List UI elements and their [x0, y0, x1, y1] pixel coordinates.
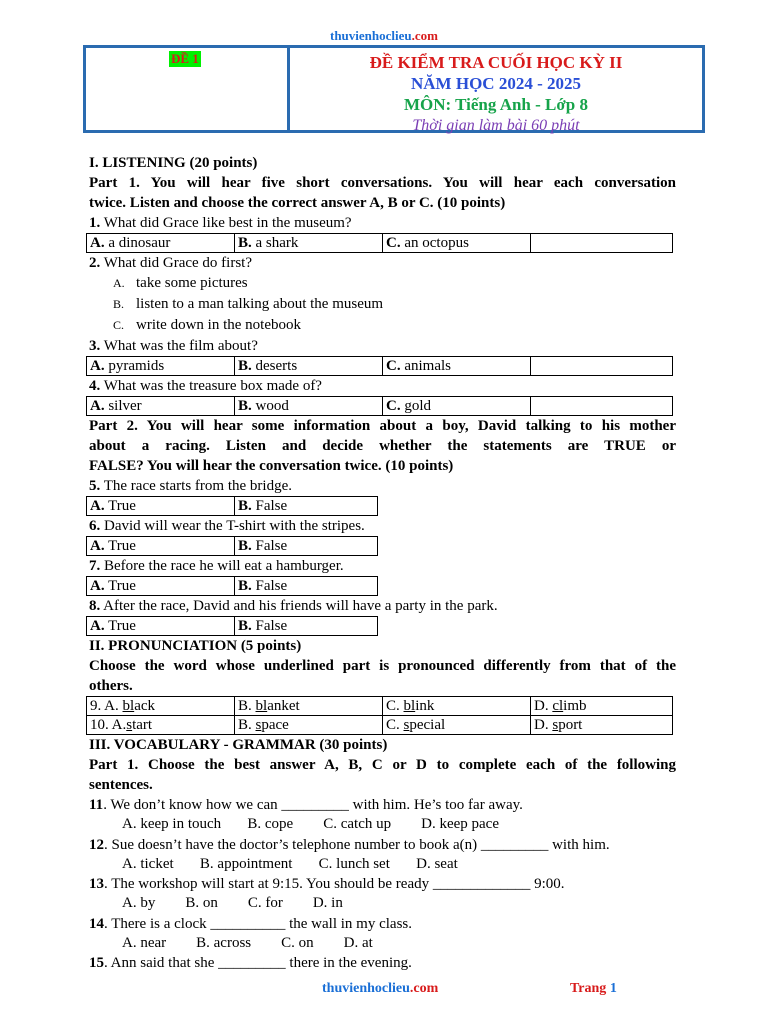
option-empty	[531, 357, 673, 376]
pronunciation-instruction-2: others.	[89, 678, 133, 694]
option-c[interactable]: C. an octopus	[383, 234, 531, 253]
listening-part2-instruction-2: about a racing. Listen and decide whether the statements are TRUE or	[89, 438, 676, 454]
listening-part2-instruction: Part 2. You will hear some information about a boy, David talking to his mother	[89, 418, 676, 434]
listening-part1-instruction-2: twice. Listen and choose the correct answer A, B or C. (10 points)	[89, 195, 506, 211]
question-14-choices[interactable]: A. near B. across C. on D. at	[122, 934, 373, 951]
exam-content	[89, 153, 676, 973]
question-2-option-c[interactable]: C. write down in the notebook	[113, 317, 301, 333]
section-vocab-heading: III. VOCABULARY - GRAMMAR (30 points)	[89, 737, 388, 753]
question-1: 1. What did Grace like best in the museum?	[89, 215, 352, 231]
question-2: 2. What did Grace do first?	[89, 255, 253, 271]
option-false[interactable]: B. False	[235, 617, 378, 636]
question-6-options	[86, 536, 378, 556]
section-listening-heading: I. LISTENING (20 points)	[89, 155, 258, 171]
question-6: 6. David will wear the T-shirt with the stripes.	[89, 518, 365, 534]
option-true[interactable]: A. True	[87, 577, 235, 596]
exam-code-tag: ĐỀ 1	[171, 51, 199, 66]
option-true[interactable]: A. True	[87, 497, 235, 516]
site-watermark-top: thuvienhoclieu.com	[330, 28, 438, 43]
option-a[interactable]: 10. A.start	[87, 716, 235, 735]
pronunciation-table	[86, 696, 673, 735]
question-2-option-b[interactable]: B. listen to a man talking about the museum	[113, 296, 384, 312]
question-13-choices[interactable]: A. by B. on C. for D. in	[122, 895, 343, 911]
question-8: 8. After the race, David and his friends will have a party in the park.	[89, 598, 498, 614]
exam-time: Thời gian làm bài 60 phút	[412, 117, 580, 134]
question-11-choices[interactable]: A. keep in touch B. cope C. catch up D. keep pace	[122, 816, 499, 832]
question-15: 15. Ann said that she _________ there in the evening.	[89, 955, 412, 971]
site-watermark-bottom: thuvienhoclieu.com	[322, 981, 439, 996]
exam-subject: MÔN: Tiếng Anh - Lớp 8	[403, 95, 589, 114]
pronunciation-instruction: Choose the word whose underlined part is pronounced differently from that of the	[89, 658, 676, 674]
question-10	[87, 716, 673, 735]
vocab-part1-instruction-2: sentences.	[89, 777, 153, 793]
page-number: Trang 1	[570, 981, 617, 996]
exam-year: NĂM HỌC 2024 - 2025	[411, 74, 581, 93]
vocab-part1-instruction: Part 1. Choose the best answer A, B, C or D to complete each of the following	[89, 757, 676, 773]
question-5: 5. The race starts from the bridge.	[89, 478, 292, 494]
option-b[interactable]: B. a shark	[235, 234, 383, 253]
listening-part1-instruction: Part 1. You will hear five short conversations. You will hear each conversation	[89, 175, 676, 191]
question-4-options	[86, 396, 673, 416]
option-false[interactable]: B. False	[235, 497, 378, 516]
option-a[interactable]: A. silver	[87, 397, 235, 416]
question-13: 13. The workshop will start at 9:15. You should be ready _____________ 9:00.	[89, 876, 565, 892]
option-true[interactable]: A. True	[87, 537, 235, 556]
header-right-cell	[290, 48, 702, 134]
option-b[interactable]: B. space	[235, 716, 383, 735]
question-7: 7. Before the race he will eat a hamburger.	[89, 558, 344, 574]
option-d[interactable]: D. sport	[531, 716, 673, 735]
option-b[interactable]: B. wood	[235, 397, 383, 416]
option-b[interactable]: B. deserts	[235, 357, 383, 376]
listening-part2-instruction-3: FALSE? You will hear the conversation twice. (10 points)	[89, 458, 454, 474]
option-c[interactable]: C. gold	[383, 397, 531, 416]
option-c[interactable]: C. special	[383, 716, 531, 735]
question-1-options	[86, 233, 673, 253]
option-empty	[531, 397, 673, 416]
exam-title: ĐỀ KIỂM TRA CUỐI HỌC KỲ II	[369, 53, 623, 72]
option-a[interactable]: A. pyramids	[87, 357, 235, 376]
question-5-options	[86, 496, 378, 516]
question-8-options	[86, 616, 378, 636]
option-false[interactable]: B. False	[235, 577, 378, 596]
header-left-cell	[86, 48, 290, 130]
question-2-option-a[interactable]: A. take some pictures	[113, 275, 248, 291]
option-c[interactable]: C. blink	[383, 697, 531, 716]
question-3: 3. What was the film about?	[89, 338, 258, 354]
option-a[interactable]: A. a dinosaur	[87, 234, 235, 253]
question-7-options	[86, 576, 378, 596]
question-4: 4. What was the treasure box made of?	[89, 378, 322, 394]
section-pronunciation-heading: II. PRONUNCIATION (5 points)	[89, 638, 302, 654]
option-empty	[531, 234, 673, 253]
question-11: 11. We don’t know how we can _________ with him. He’s too far away.	[89, 797, 523, 813]
question-14: 14. There is a clock __________ the wall in my class.	[89, 915, 412, 932]
option-false[interactable]: B. False	[235, 537, 378, 556]
question-3-options	[86, 356, 673, 376]
question-12: 12. Sue doesn’t have the doctor’s telephone number to book a(n) _________ with him.	[89, 836, 610, 853]
option-d[interactable]: D. climb	[531, 697, 673, 716]
option-a[interactable]: 9. A. black	[87, 697, 235, 716]
option-true[interactable]: A. True	[87, 617, 235, 636]
question-9	[87, 697, 673, 716]
exam-header	[83, 45, 705, 133]
question-12-choices[interactable]: A. ticket B. appointment C. lunch set D. seat	[122, 855, 458, 872]
option-b[interactable]: B. blanket	[235, 697, 383, 716]
option-c[interactable]: C. animals	[383, 357, 531, 376]
